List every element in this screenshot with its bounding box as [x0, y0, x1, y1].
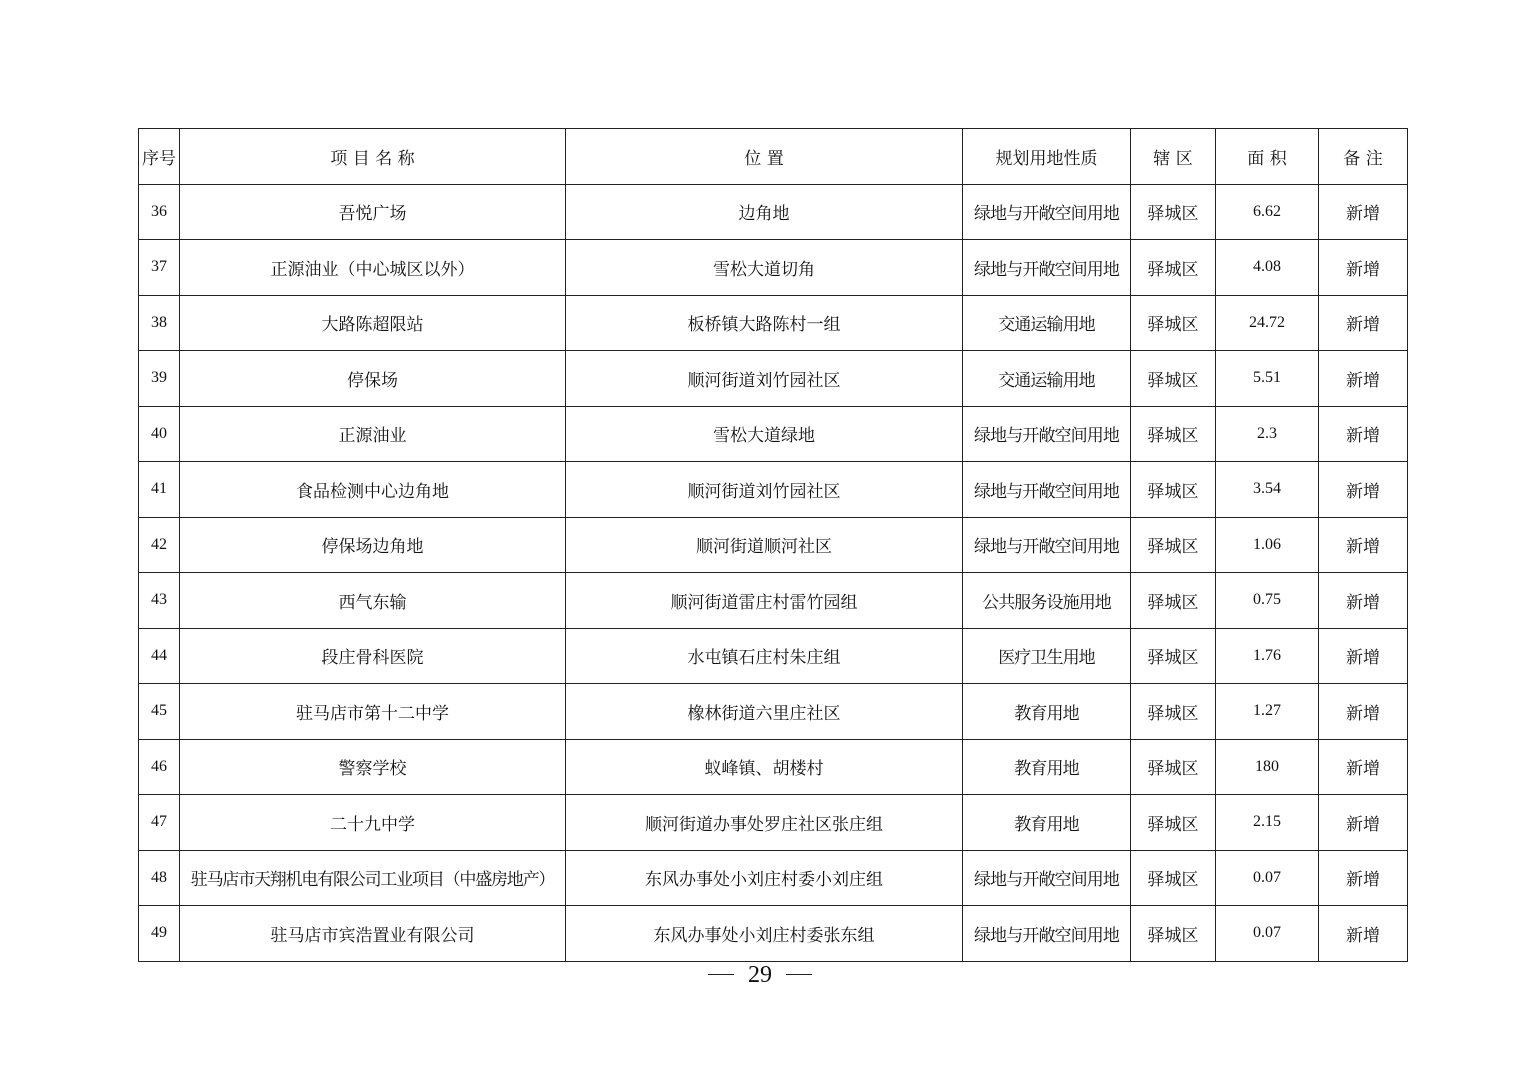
cell-land-use: 绿地与开敞空间用地 [963, 184, 1131, 240]
cell-area: 1.27 [1216, 684, 1319, 740]
cell-area: 1.06 [1216, 517, 1319, 573]
header-district: 辖 区 [1131, 129, 1216, 185]
header-index: 序号 [139, 129, 180, 185]
cell-location: 橡林街道六里庄社区 [566, 684, 963, 740]
cell-district: 驿城区 [1131, 295, 1216, 351]
cell-index: 49 [139, 906, 180, 962]
footer-dash-left [708, 974, 734, 975]
cell-name: 警察学校 [180, 739, 566, 795]
cell-land-use: 绿地与开敞空间用地 [963, 906, 1131, 962]
table-row [139, 573, 1408, 629]
cell-area: 4.08 [1216, 240, 1319, 296]
cell-remark: 新增 [1319, 184, 1408, 240]
cell-location: 顺河街道办事处罗庄社区张庄组 [566, 795, 963, 851]
cell-location: 板桥镇大路陈村一组 [566, 295, 963, 351]
header-row [139, 129, 1408, 185]
cell-land-use: 交通运输用地 [963, 351, 1131, 407]
cell-area: 6.62 [1216, 184, 1319, 240]
table-row [139, 795, 1408, 851]
cell-area: 0.07 [1216, 906, 1319, 962]
cell-name: 正源油业（中心城区以外） [180, 240, 566, 296]
cell-index: 36 [139, 184, 180, 240]
cell-index: 42 [139, 517, 180, 573]
cell-remark: 新增 [1319, 906, 1408, 962]
cell-index: 45 [139, 684, 180, 740]
land-use-table [138, 128, 1408, 962]
cell-location: 顺河街道顺河社区 [566, 517, 963, 573]
table-body [139, 184, 1408, 961]
footer-dash-right [786, 974, 812, 975]
cell-index: 39 [139, 351, 180, 407]
header-land-use: 规划用地性质 [963, 129, 1131, 185]
table-row [139, 906, 1408, 962]
cell-name: 正源油业 [180, 406, 566, 462]
cell-location: 东风办事处小刘庄村委张东组 [566, 906, 963, 962]
cell-area: 2.15 [1216, 795, 1319, 851]
table-row [139, 351, 1408, 407]
cell-district: 驿城区 [1131, 184, 1216, 240]
cell-remark: 新增 [1319, 517, 1408, 573]
page-number: 29 [748, 962, 772, 988]
cell-area: 0.07 [1216, 850, 1319, 906]
cell-land-use: 交通运输用地 [963, 295, 1131, 351]
cell-location: 边角地 [566, 184, 963, 240]
cell-land-use: 绿地与开敞空间用地 [963, 517, 1131, 573]
cell-name: 食品检测中心边角地 [180, 462, 566, 518]
cell-index: 48 [139, 850, 180, 906]
cell-index: 46 [139, 739, 180, 795]
cell-location: 雪松大道切角 [566, 240, 963, 296]
table-row [139, 295, 1408, 351]
cell-land-use: 绿地与开敞空间用地 [963, 850, 1131, 906]
table-row [139, 462, 1408, 518]
cell-land-use: 教育用地 [963, 739, 1131, 795]
cell-index: 43 [139, 573, 180, 629]
cell-area: 3.54 [1216, 462, 1319, 518]
table-row [139, 240, 1408, 296]
cell-land-use: 教育用地 [963, 795, 1131, 851]
cell-name: 段庄骨科医院 [180, 628, 566, 684]
table-row [139, 184, 1408, 240]
cell-index: 37 [139, 240, 180, 296]
cell-location: 水屯镇石庄村朱庄组 [566, 628, 963, 684]
cell-district: 驿城区 [1131, 462, 1216, 518]
cell-area: 1.76 [1216, 628, 1319, 684]
table-row [139, 406, 1408, 462]
cell-district: 驿城区 [1131, 850, 1216, 906]
cell-index: 41 [139, 462, 180, 518]
cell-area: 24.72 [1216, 295, 1319, 351]
cell-area: 0.75 [1216, 573, 1319, 629]
cell-land-use: 公共服务设施用地 [963, 573, 1131, 629]
cell-district: 驿城区 [1131, 517, 1216, 573]
cell-remark: 新增 [1319, 850, 1408, 906]
cell-land-use: 教育用地 [963, 684, 1131, 740]
cell-index: 38 [139, 295, 180, 351]
cell-land-use: 绿地与开敞空间用地 [963, 462, 1131, 518]
cell-area: 2.3 [1216, 406, 1319, 462]
cell-district: 驿城区 [1131, 906, 1216, 962]
cell-land-use: 绿地与开敞空间用地 [963, 406, 1131, 462]
cell-remark: 新增 [1319, 573, 1408, 629]
cell-remark: 新增 [1319, 739, 1408, 795]
cell-remark: 新增 [1319, 295, 1408, 351]
header-location: 位 置 [566, 129, 963, 185]
cell-district: 驿城区 [1131, 573, 1216, 629]
cell-district: 驿城区 [1131, 739, 1216, 795]
cell-district: 驿城区 [1131, 628, 1216, 684]
header-remark: 备 注 [1319, 129, 1408, 185]
cell-location: 顺河街道雷庄村雷竹园组 [566, 573, 963, 629]
table-row [139, 850, 1408, 906]
cell-index: 47 [139, 795, 180, 851]
cell-name: 西气东输 [180, 573, 566, 629]
cell-name: 驻马店市宾浩置业有限公司 [180, 906, 566, 962]
cell-district: 驿城区 [1131, 240, 1216, 296]
cell-location: 顺河街道刘竹园社区 [566, 462, 963, 518]
cell-area: 180 [1216, 739, 1319, 795]
cell-district: 驿城区 [1131, 795, 1216, 851]
cell-name: 驻马店市天翔机电有限公司工业项目（中盛房地产） [180, 850, 566, 906]
header-name: 项 目 名 称 [180, 129, 566, 185]
cell-remark: 新增 [1319, 240, 1408, 296]
cell-index: 40 [139, 406, 180, 462]
cell-district: 驿城区 [1131, 406, 1216, 462]
cell-district: 驿城区 [1131, 684, 1216, 740]
cell-location: 东风办事处小刘庄村委小刘庄组 [566, 850, 963, 906]
table-row [139, 517, 1408, 573]
cell-name: 大路陈超限站 [180, 295, 566, 351]
cell-land-use: 医疗卫生用地 [963, 628, 1131, 684]
cell-location: 顺河街道刘竹园社区 [566, 351, 963, 407]
cell-remark: 新增 [1319, 351, 1408, 407]
cell-location: 蚁峰镇、胡楼村 [566, 739, 963, 795]
page-footer [0, 962, 1520, 989]
cell-location: 雪松大道绿地 [566, 406, 963, 462]
cell-name: 吾悦广场 [180, 184, 566, 240]
cell-district: 驿城区 [1131, 351, 1216, 407]
cell-name: 停保场 [180, 351, 566, 407]
table-header [139, 129, 1408, 185]
header-area: 面 积 [1216, 129, 1319, 185]
cell-name: 驻马店市第十二中学 [180, 684, 566, 740]
cell-name: 停保场边角地 [180, 517, 566, 573]
cell-name: 二十九中学 [180, 795, 566, 851]
cell-remark: 新增 [1319, 406, 1408, 462]
cell-remark: 新增 [1319, 795, 1408, 851]
table-row [139, 739, 1408, 795]
cell-remark: 新增 [1319, 684, 1408, 740]
table-row [139, 684, 1408, 740]
cell-index: 44 [139, 628, 180, 684]
cell-area: 5.51 [1216, 351, 1319, 407]
table-row [139, 628, 1408, 684]
cell-land-use: 绿地与开敞空间用地 [963, 240, 1131, 296]
cell-remark: 新增 [1319, 462, 1408, 518]
cell-remark: 新增 [1319, 628, 1408, 684]
